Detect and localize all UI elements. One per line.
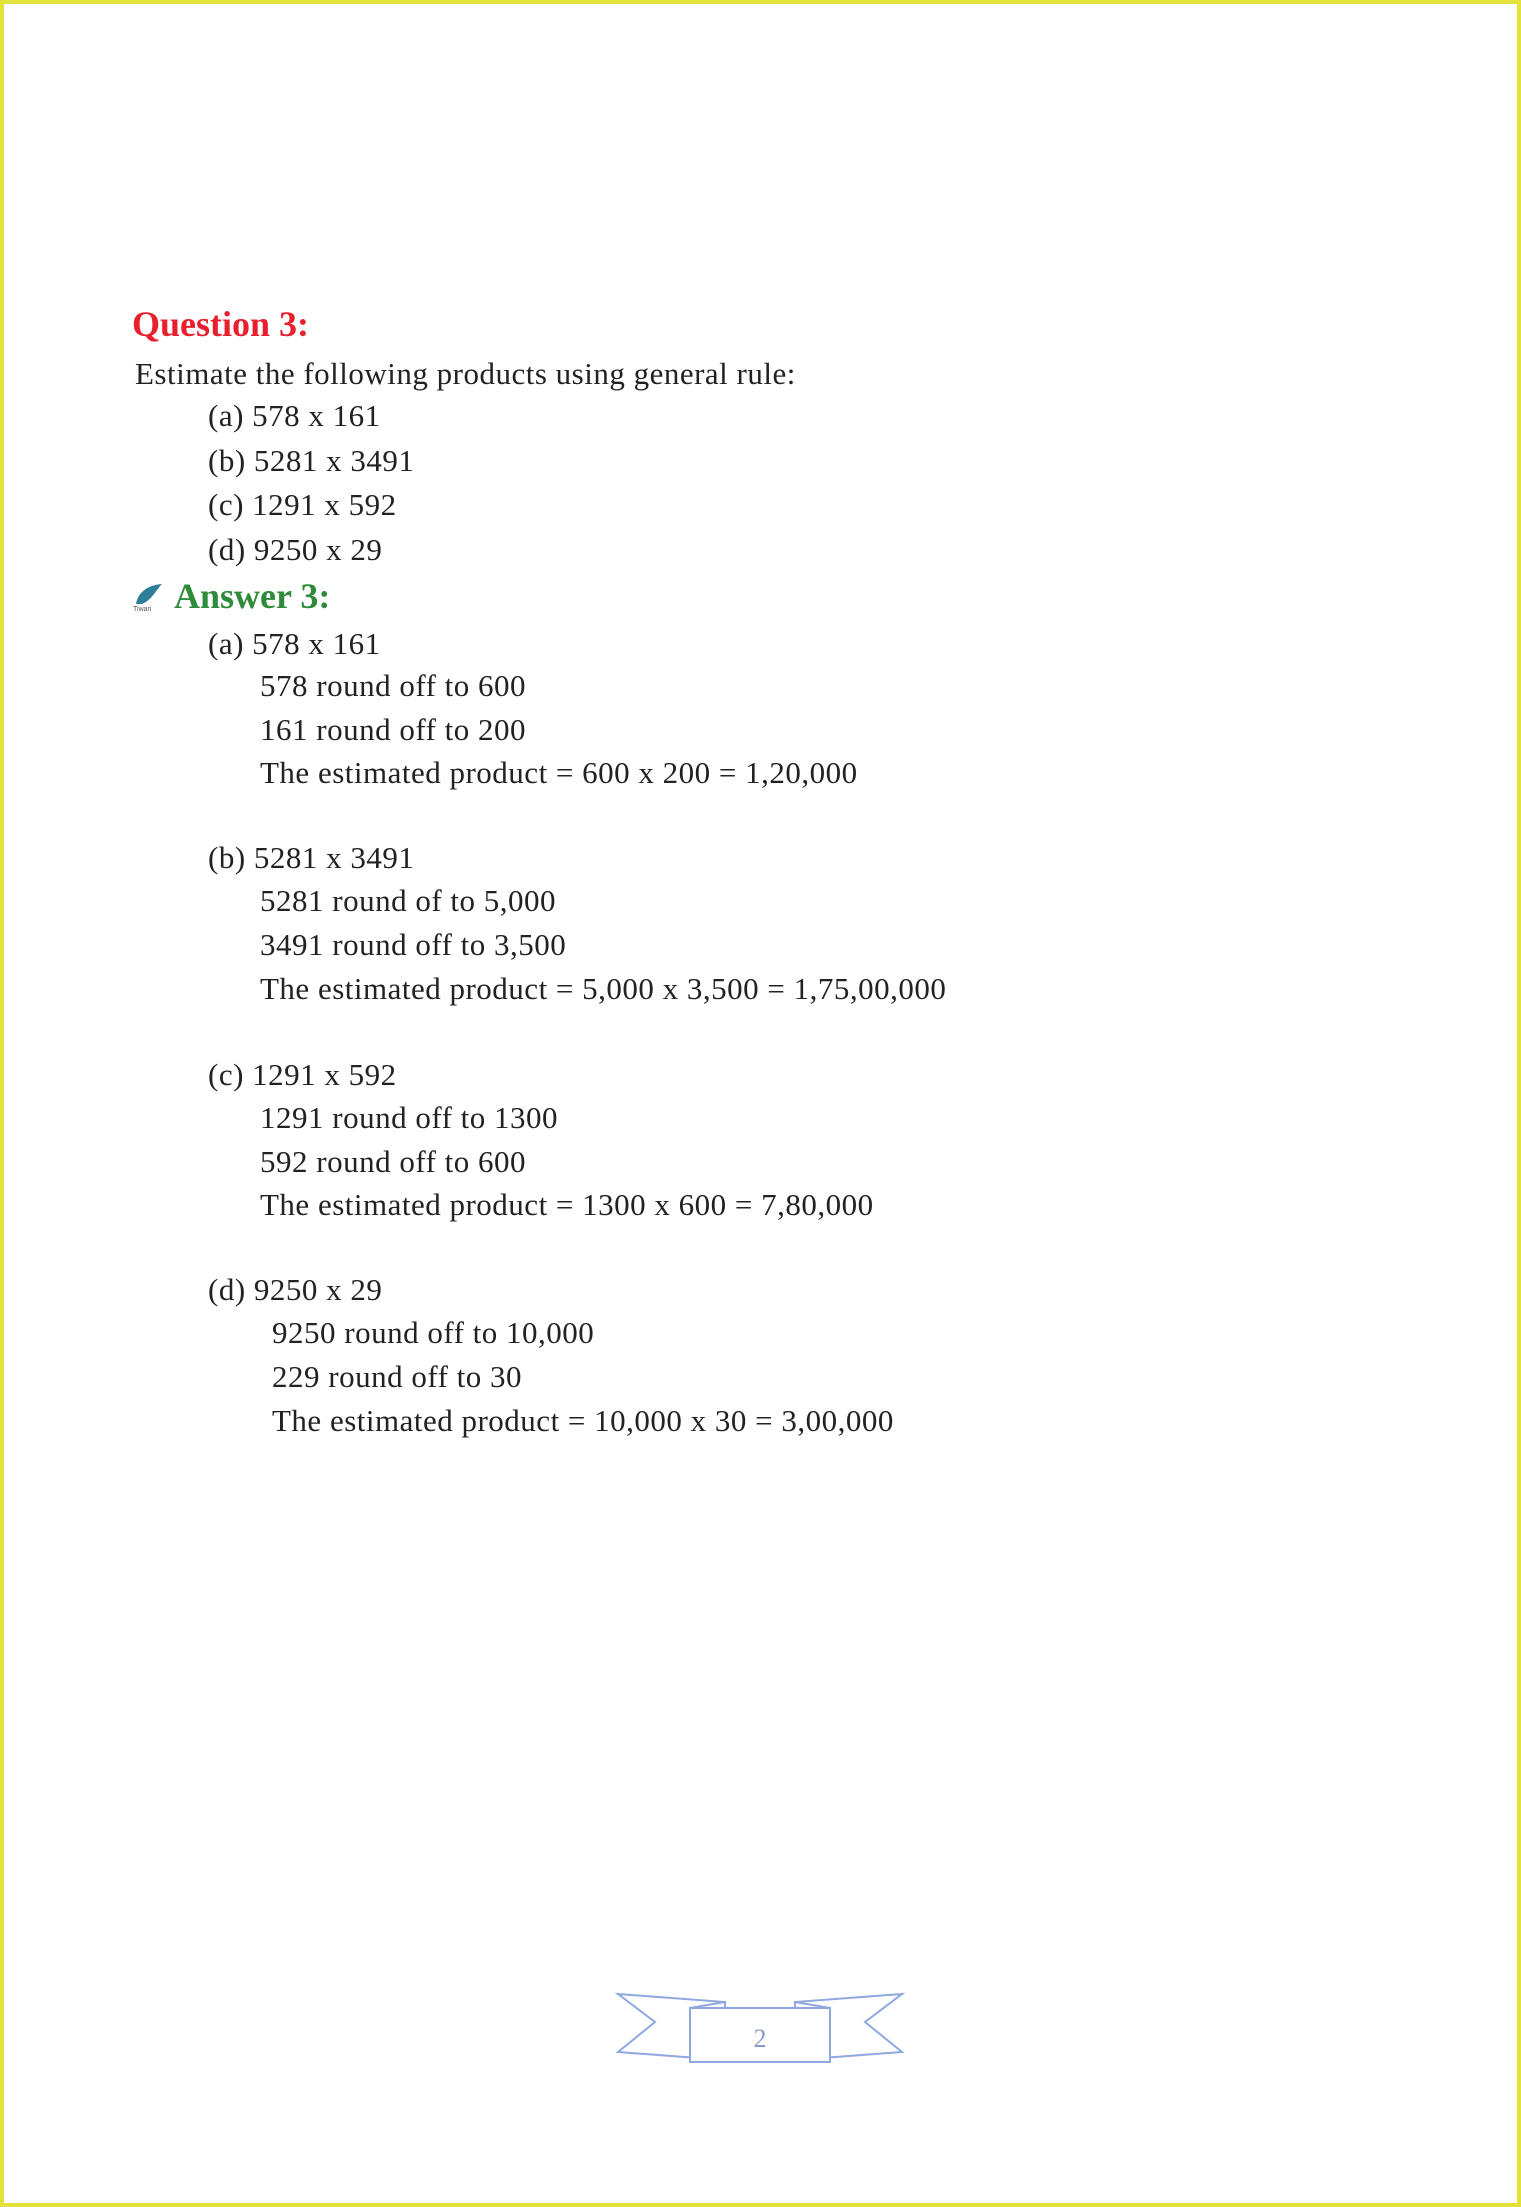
answer-line: 161 round off to 200 xyxy=(260,712,527,747)
answer-line: 1291 round off to 1300 xyxy=(260,1100,559,1135)
answer-line: 5281 round of to 5,000 xyxy=(260,883,557,918)
answer-title: Answer 3: xyxy=(174,576,331,616)
answer-line: 229 round off to 30 xyxy=(272,1359,523,1394)
answer-line: 578 round off to 600 xyxy=(260,668,527,703)
answer-part-head: (c) 1291 x 592 xyxy=(208,1057,397,1092)
svg-text:Tiwari: Tiwari xyxy=(133,606,152,612)
question-title: Question 3: xyxy=(132,304,310,344)
answer-line: The estimated product = 10,000 x 30 = 3,00,000 xyxy=(272,1403,894,1438)
question-item: (d) 9250 x 29 xyxy=(208,532,383,567)
answer-line: 9250 round off to 10,000 xyxy=(272,1315,595,1350)
answer-line: 3491 round off to 3,500 xyxy=(260,927,567,962)
answer-part-head: (b) 5281 x 3491 xyxy=(208,840,415,875)
tiwari-logo-icon xyxy=(132,582,166,612)
question-item: (a) 578 x 161 xyxy=(208,398,381,433)
answer-line: The estimated product = 600 x 200 = 1,20,000 xyxy=(260,755,858,790)
answer-part-head: (a) 578 x 161 xyxy=(208,626,381,661)
question-prompt: Estimate the following products using general rule: xyxy=(135,356,796,391)
question-item: (b) 5281 x 3491 xyxy=(208,443,415,478)
answer-part-head: (d) 9250 x 29 xyxy=(208,1272,383,1307)
question-item: (c) 1291 x 592 xyxy=(208,487,397,522)
page-number: 2 xyxy=(753,2024,767,2053)
answer-line: The estimated product = 1300 x 600 = 7,80,000 xyxy=(260,1187,874,1222)
page-number-ribbon xyxy=(615,1990,905,2070)
answer-line: The estimated product = 5,000 x 3,500 = 1,75,00,000 xyxy=(260,971,947,1006)
answer-line: 592 round off to 600 xyxy=(260,1144,527,1179)
